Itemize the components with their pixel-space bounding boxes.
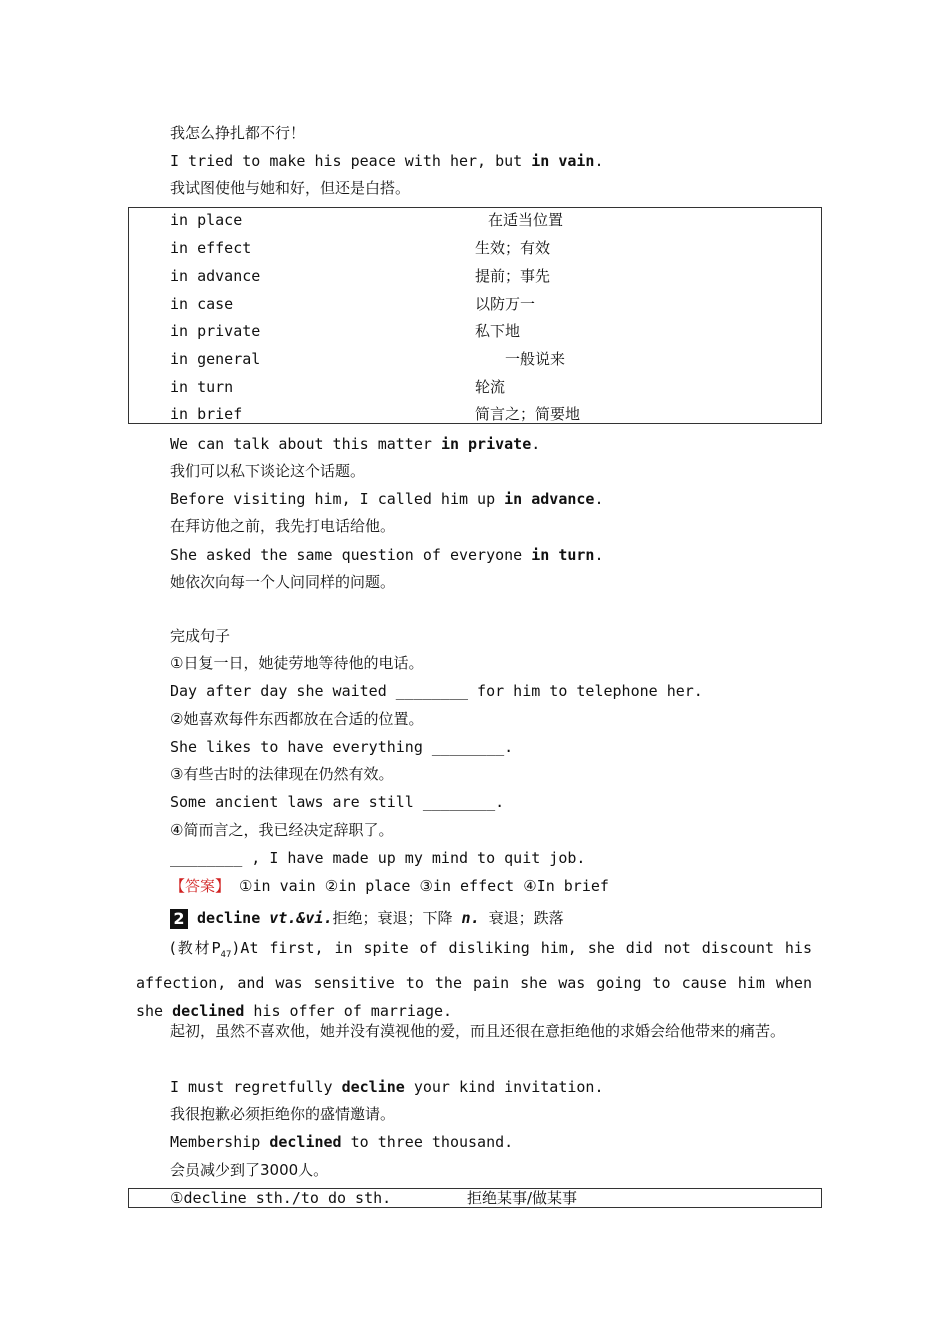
phrase-en: in place <box>170 211 243 229</box>
ex2-end: to three thousand. <box>341 1133 514 1151</box>
decline-example-1 <box>170 1077 604 1097</box>
phrase-cn: 提前；事先 <box>475 267 551 285</box>
decline-example-1-cn: 我很抱歉必须拒绝你的盛情邀请。 <box>170 1105 396 1123</box>
phrase-en: in case <box>170 295 234 313</box>
example-cn: 在拜访他之前，我先打电话给他。 <box>170 517 396 535</box>
source-end: his offer of marriage. <box>244 1002 453 1020</box>
phrase-en: in private <box>170 322 261 340</box>
definition-1: 拒绝；衰退；下降 <box>332 909 453 927</box>
exercise-cn: ④简而言之，我已经决定辞职了。 <box>170 821 394 839</box>
example-cn: 她依次向每一个人问同样的问题。 <box>170 573 396 591</box>
example-text: She asked the same question of everyone <box>170 546 532 564</box>
ex1-bold: decline <box>341 1078 405 1096</box>
example-end: . <box>594 490 604 508</box>
example-end: . <box>594 546 604 564</box>
example-en <box>170 434 540 454</box>
definition-2: 衰退；跌落 <box>488 909 564 927</box>
intro-cn-1: 我怎么挣扎都不行！ <box>170 124 306 142</box>
decline-example-2 <box>170 1132 513 1152</box>
ex2-bold: declined <box>269 1133 342 1151</box>
example-cn: 我们可以私下谈论这个话题。 <box>170 462 366 480</box>
example-en <box>170 545 603 565</box>
section-number-badge: 2 <box>170 909 188 929</box>
example-text: Before visiting him, I called him up <box>170 490 505 508</box>
phrase-table <box>128 207 822 424</box>
intro-en <box>170 151 603 171</box>
phrase-cn: 在适当位置 <box>488 211 564 229</box>
source-bold: declined <box>172 1002 245 1020</box>
headword: decline <box>197 909 261 927</box>
phrase-cn: 以防万一 <box>475 295 536 313</box>
phrase-en: in advance <box>170 267 261 285</box>
phrase-en: in general <box>170 350 261 368</box>
ex2-text: Membership <box>170 1133 270 1151</box>
phrase-cn: 生效；有效 <box>475 239 551 257</box>
exercise-cn: ③有些古时的法律现在仍然有效。 <box>170 765 394 783</box>
answer-line <box>170 876 609 896</box>
exercise-cn: ①日复一日，她徒劳地等待他的电话。 <box>170 654 424 672</box>
source-page: 47 <box>220 950 232 960</box>
phrase-en: in turn <box>170 378 234 396</box>
example-bold: in advance <box>504 490 595 508</box>
intro-cn-2: 我试图使他与她和好，但还是白搭。 <box>170 179 411 197</box>
usage-cn: 拒绝某事/做某事 <box>467 1189 578 1207</box>
section-heading <box>170 908 564 929</box>
ex1-end: your kind invitation. <box>404 1078 604 1096</box>
example-end: . <box>531 435 541 453</box>
answer-label: 【答案】 <box>170 877 231 895</box>
exercise-cn: ②她喜欢每件东西都放在合适的位置。 <box>170 710 424 728</box>
exercise-title: 完成句子 <box>170 627 231 645</box>
pos-1: vt.&vi. <box>269 909 333 927</box>
ex1-text: I must regretfully <box>170 1078 342 1096</box>
phrase-en: in brief <box>170 405 243 423</box>
textbook-source <box>136 934 812 1025</box>
example-text: We can talk about this matter <box>170 435 441 453</box>
source-translation: 起初，虽然不喜欢他，她并没有漠视他的爱，而且还很在意拒绝他的求婚会给他带来的痛苦。 <box>170 1022 786 1040</box>
source-text: )At first, in spite of disliking him, she did not discount his affection, and was sensitive to the pain she was going to cause him when she <box>136 939 812 1020</box>
pos-2: n. <box>461 909 480 927</box>
usage-en: ①decline sth./to do sth. <box>170 1189 392 1207</box>
example-bold: in turn <box>531 546 595 564</box>
exercise-en: She likes to have everything ________. <box>170 738 514 756</box>
phrase-cn: 一般说来 <box>505 350 566 368</box>
phrase-cn: 私下地 <box>475 322 521 340</box>
exercise-en: Day after day she waited ________ for him to telephone her. <box>170 682 703 700</box>
intro-en-text: I tried to make his peace with her, but <box>170 152 532 170</box>
exercise-en: ________ , I have made up my mind to quit job. <box>170 849 586 867</box>
phrase-en: in effect <box>170 239 252 257</box>
intro-en-bold: in vain <box>531 152 595 170</box>
phrase-cn: 简言之；简要地 <box>475 405 581 423</box>
example-bold: in private <box>440 435 532 453</box>
usage-table <box>128 1188 822 1208</box>
answer-text: ①in vain ②in place ③in effect ④In brief <box>239 877 609 895</box>
exercise-en: Some ancient laws are still ________. <box>170 793 505 811</box>
intro-en-end: . <box>594 152 604 170</box>
example-en <box>170 489 603 509</box>
phrase-cn: 轮流 <box>475 378 506 396</box>
decline-example-2-cn: 会员减少到了3000人。 <box>170 1161 329 1179</box>
source-label: (教材P <box>170 939 221 957</box>
